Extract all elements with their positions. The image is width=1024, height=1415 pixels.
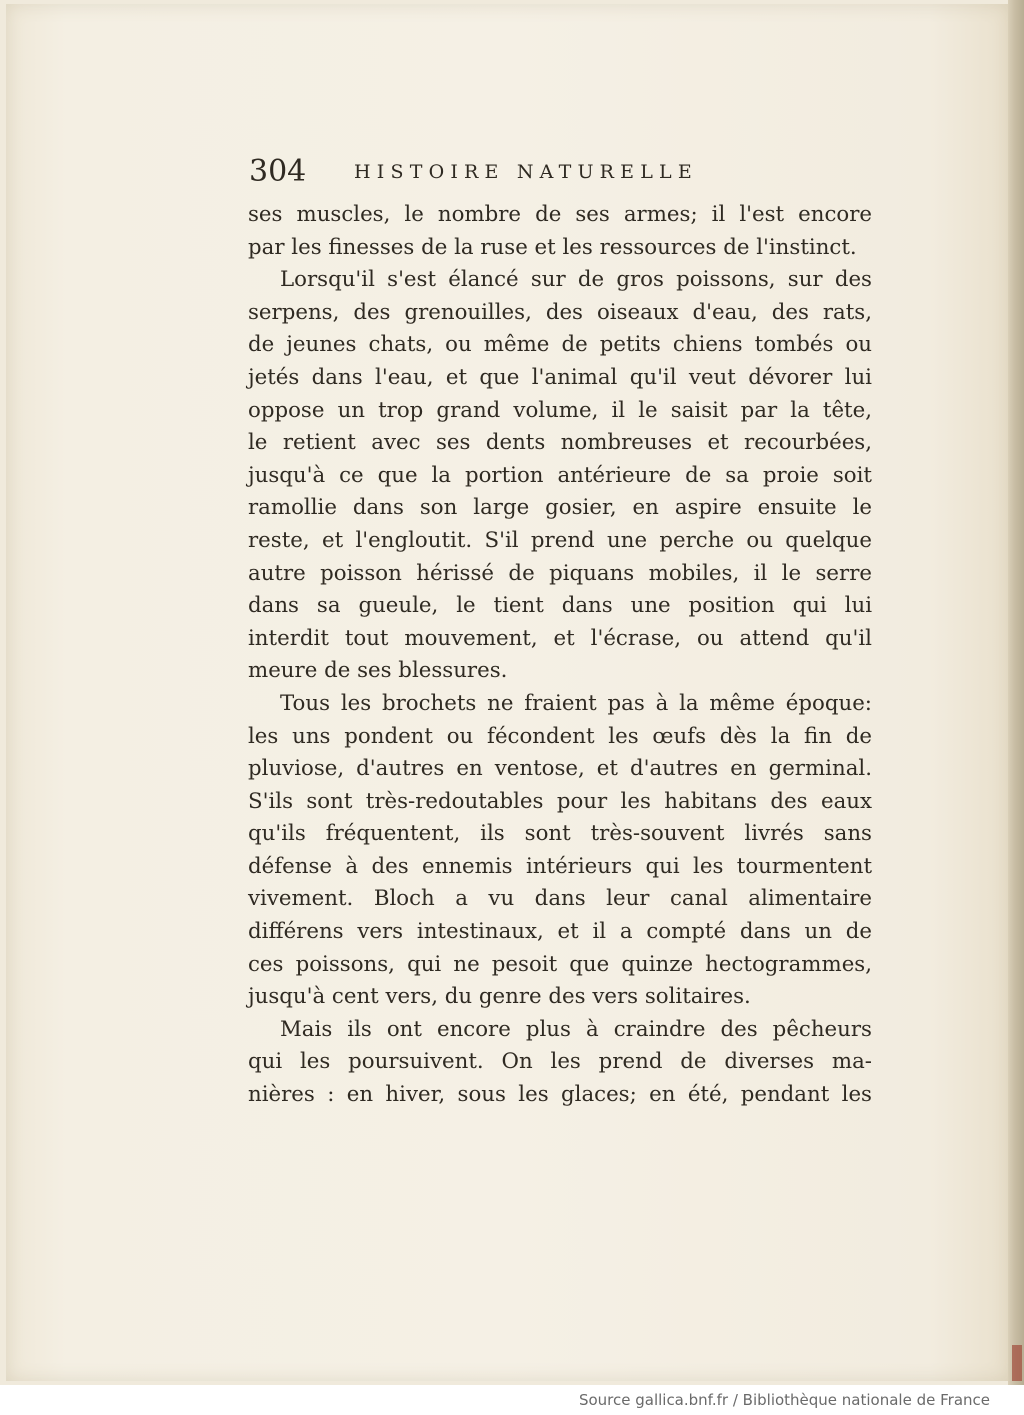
body-text (248, 199, 872, 1112)
text-line: par les finesses de la ruse et les ressources de l'instinct. (248, 234, 857, 260)
text-line: S'ils sont très-redoutables pour les habitans des eaux (248, 788, 872, 814)
text-line: serpens, des grenouilles, des oiseaux d'eau, des rats, (248, 299, 872, 325)
text-line: Tous les brochets ne fraient pas à la même époque: (280, 690, 872, 716)
text-line: oppose un trop grand volume, il le saisit par la tête, (248, 397, 872, 423)
text-line: Lorsqu'il s'est élancé sur de gros poissons, sur des (280, 267, 872, 293)
running-head (249, 150, 873, 194)
text-line: reste, et l'engloutit. S'il prend une perche ou quelque (248, 527, 872, 553)
text-line: nières : en hiver, sous les glaces; en été, pendant les (248, 1082, 872, 1108)
text-line: défense à des ennemis intérieurs qui les tourmentent (248, 853, 872, 879)
text-line: jusqu'à cent vers, du genre des vers solitaires. (248, 984, 751, 1010)
text-line: les uns pondent ou fécondent les œufs dès la fin de (248, 723, 872, 749)
text-line: autre poisson hérissé de piquans mobiles, il le serre (248, 560, 872, 586)
text-line: le retient avec ses dents nombreuses et recourbées, (248, 430, 872, 456)
text-line: jetés dans l'eau, et que l'animal qu'il veut dévorer lui (248, 364, 872, 390)
text-line: ses muscles, le nombre de ses armes; il l'est encore (248, 202, 872, 227)
text-line: pluviose, d'autres en ventose, et d'autres en germinal. (248, 756, 872, 782)
text-line: qu'ils fréquentent, ils sont très-souvent livrés sans (248, 821, 872, 847)
text-line: Mais ils ont encore plus à craindre des pêcheurs (280, 1016, 872, 1042)
text-line: dans sa gueule, le tient dans une position qui lui (248, 593, 872, 619)
running-title: HISTOIRE NATURELLE (354, 161, 698, 183)
text-line: interdit tout mouvement, et l'écrase, ou attend qu'il (248, 625, 872, 651)
book-spine-edge (1008, 0, 1024, 1385)
source-footer (0, 1385, 1024, 1415)
text-line: de jeunes chats, ou même de petits chiens tombés ou (248, 332, 872, 358)
spine-ribbon-mark (1012, 1345, 1022, 1381)
source-attribution: Source gallica.bnf.fr / Bibliothèque nationale de France (578, 1391, 990, 1409)
text-line: vivement. Bloch a vu dans leur canal alimentaire (248, 886, 872, 912)
text-line: meure de ses blessures. (248, 658, 508, 684)
page-number: 304 (249, 154, 307, 189)
text-line: ramollie dans son large gosier, en aspire ensuite le (248, 495, 872, 521)
text-line: qui les poursuivent. On les prend de diverses ma- (248, 1049, 872, 1075)
text-line: jusqu'à ce que la portion antérieure de sa proie soit (248, 462, 872, 488)
text-line: différens vers intestinaux, et il a compté dans un de (248, 919, 872, 945)
text-line: ces poissons, qui ne pesoit que quinze hectogrammes, (248, 951, 872, 977)
